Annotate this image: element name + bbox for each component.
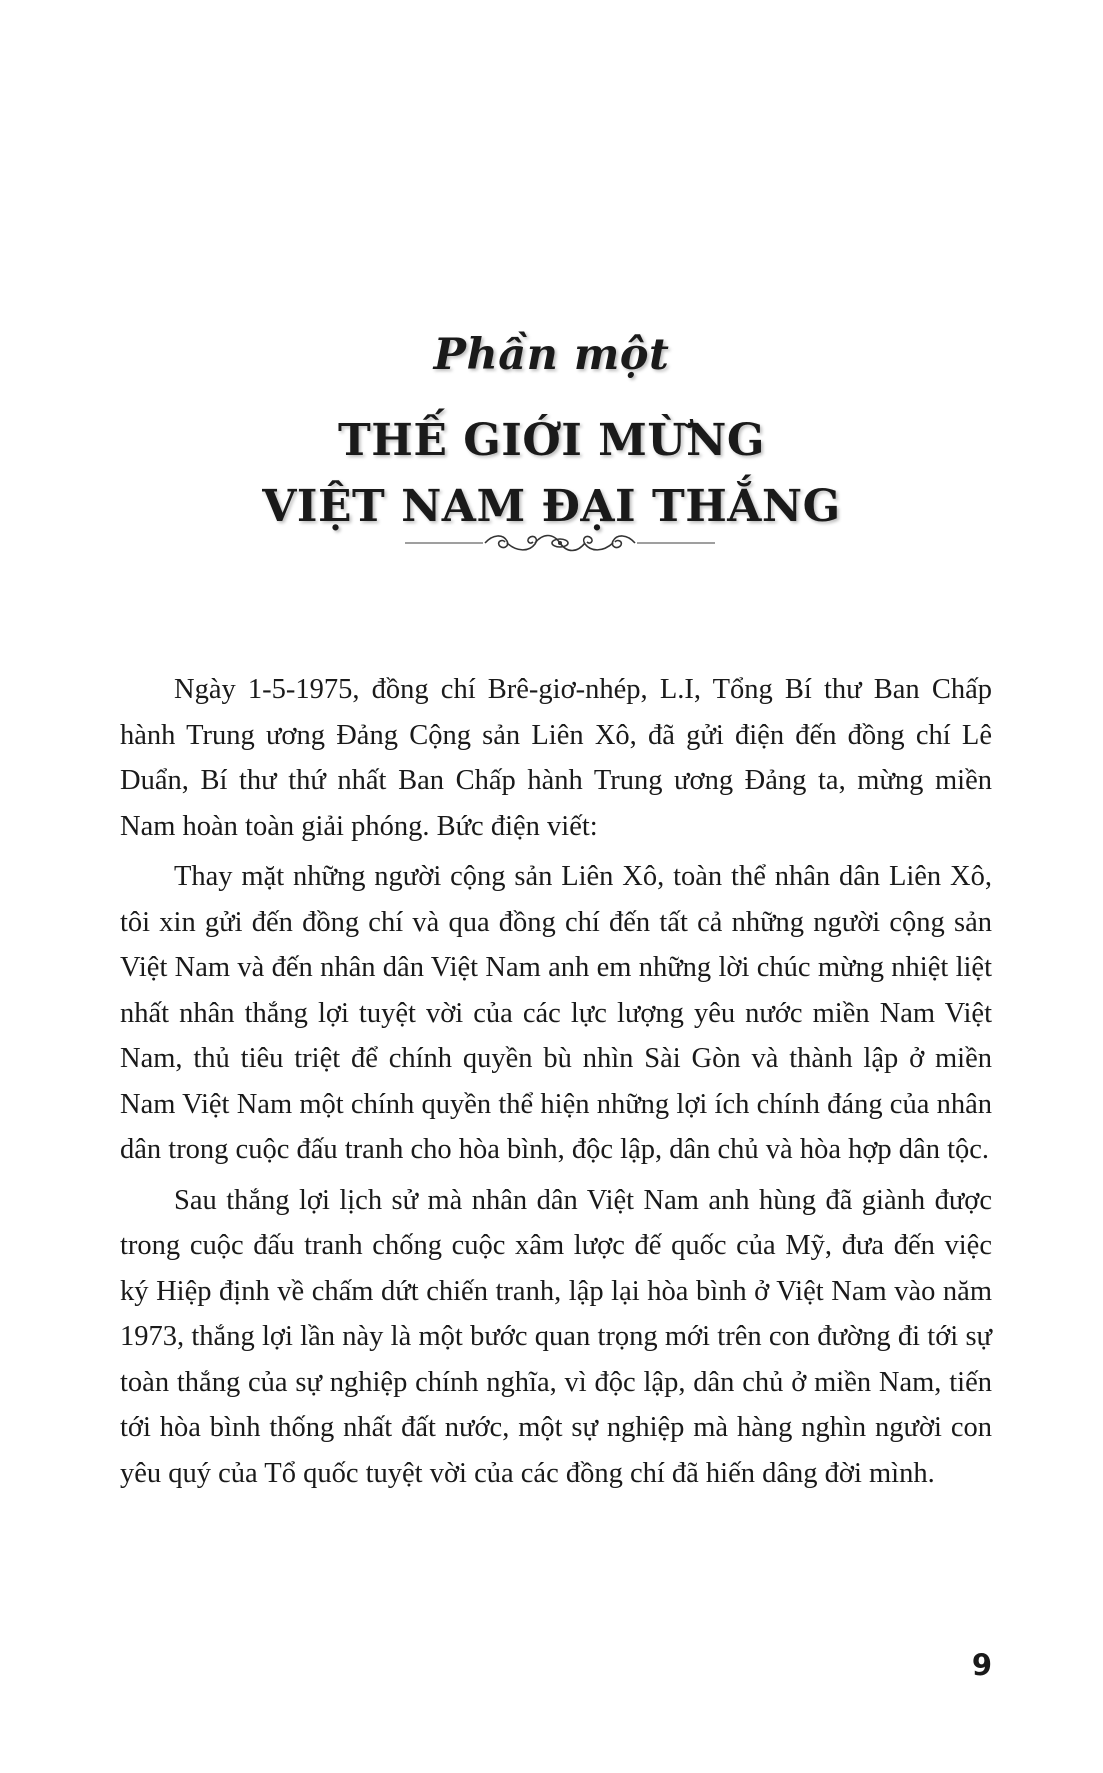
flourish-divider-icon [405,528,715,558]
paragraph: Ngày 1-5-1975, đồng chí Brê-giơ-nhép, L.I, Tổng Bí thư Ban Chấp hành Trung ương Đảng Cộng sản Liên Xô, đã gửi điện đến đồng chí Lê Duẩn, Bí thư thứ nhất Ban Chấp hành Trung ương Đảng ta, mừng miền Nam hoàn toàn giải phóng. Bức điện viết: [120,674,992,842]
part-label: Phần một [433,330,670,380]
page-number: 9 [971,1648,992,1682]
chapter-title-line-1: THẾ GIỚI MỪNG [338,415,765,466]
paragraph: Sau thắng lợi lịch sử mà nhân dân Việt Nam anh hùng đã giành được trong cuộc đấu tranh chống cuộc xâm lược đế quốc của Mỹ, đưa đến việc ký Hiệp định về chấm dứt chiến tranh, lập lại hòa bình ở Việt Nam vào năm 1973, thắng lợi lần này là một bước quan trọng mới trên con đường đi tới sự toàn thắng của sự nghiệp chính nghĩa, vì độc lập, dân chủ ở miền Nam, tiến tới hòa bình thống nhất đất nước, một sự nghiệp mà hàng nghìn người con yêu quý của Tổ quốc tuyệt vời của các đồng chí đã hiến dâng đời mình. [120,1184,992,1489]
chapter-title [0,408,1103,540]
body-text [120,667,992,1501]
chapter-title-line-2: VIỆT NAM ĐẠI THẮNG [262,481,841,532]
paragraph: Thay mặt những người cộng sản Liên Xô, toàn thể nhân dân Liên Xô, tôi xin gửi đến đồng chí và qua đồng chí đến tất cả những người cộng sản Việt Nam và đến nhân dân Việt Nam anh em những lời chúc mừng nhiệt liệt nhất nhân thắng lợi tuyệt vời của các lực lượng yêu nước miền Nam Việt Nam, thủ tiêu triệt để chính quyền bù nhìn Sài Gòn và thành lập ở miền Nam Việt Nam một chính quyền thể hiện những lợi ích chính đáng của nhân dân trong cuộc đấu tranh cho hòa bình, độc lập, dân chủ và hòa hợp dân tộc. [120,861,992,1165]
